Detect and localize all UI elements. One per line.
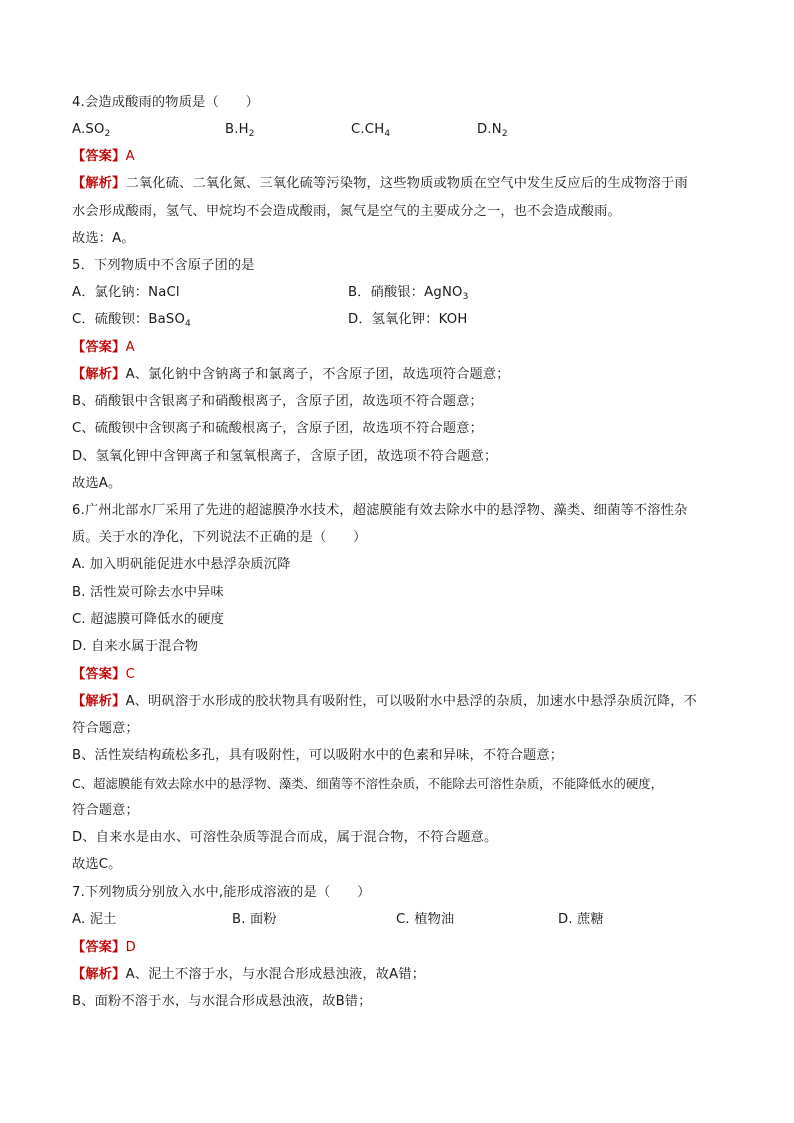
q6-analysis-d: D、自来水是由水、可溶性杂质等混合而成，属于混合物，不符合题意。 — [72, 830, 498, 845]
q7-option-b: B. 面粉 — [232, 912, 277, 927]
q6-analysis-a-line-2: 符合题意； — [72, 721, 139, 736]
q4-options — [72, 120, 672, 140]
q4-option-b: $B.H_2$ — [225, 122, 255, 139]
q4-stem: 4.会造成酸雨的物质是（ ） — [72, 95, 260, 110]
q4-analysis-line-1: 【解析】二氧化硫、二氧化氮、三氧化硫等污染物，这些物质或物质在空气中发生反应后的生成物溶于雨 — [72, 176, 688, 191]
q6-analysis-a-line-1: 【解析】A、明矾溶于水形成的胶状物具有吸附性，可以吸附水中悬浮的杂质，加速水中悬浮杂质沉降，不 — [72, 694, 698, 709]
q6-analysis-c-line-1: C、超滤膜能有效去除水中的悬浮物、藻类、细菌等不溶性杂质，不能除去可溶性杂质，不能降低水的硬度， — [72, 776, 664, 791]
q6-option-b: B. 活性炭可除去水中异味 — [72, 585, 224, 600]
q5-option-b: B．硝酸银：AgNO$_3$ — [348, 285, 469, 302]
q7-analysis-b: B、面粉不溶于水，与水混合形成悬浊液，故B错； — [72, 994, 372, 1009]
q5-analysis-c: C、硫酸钡中含钡离子和硫酸根离子，含原子团，故选项不符合题意； — [72, 421, 484, 436]
q7-analysis-a: 【解析】A、泥土不溶于水，与水混合形成悬浊液，故A错； — [72, 967, 426, 982]
q6-analysis-c-line-2: 符合题意； — [72, 803, 139, 818]
q5-answer: 【答案】A — [72, 340, 135, 355]
q6-analysis-b: B、活性炭结构疏松多孔，具有吸附性，可以吸附水中的色素和异味，不符合题意； — [72, 748, 564, 763]
q6-stem-line-1: 6.广州北部水厂采用了先进的超滤膜净水技术，超滤膜能有效去除水中的悬浮物、藻类、细菌等不溶性杂 — [72, 503, 688, 518]
q4-option-a: $A.SO_2$ — [72, 122, 111, 139]
q5-option-d: D．氢氧化钾：KOH — [348, 312, 468, 327]
q5-analysis-b: B、硝酸银中含银离子和硝酸根离子，含原子团，故选项不符合题意； — [72, 394, 483, 409]
q4-option-c: $C.CH_4$ — [351, 122, 391, 139]
q5-analysis-a: 【解析】A、氯化钠中含钠离子和氯离子，不含原子团，故选项符合题意； — [72, 367, 510, 382]
q7-option-d: D. 蔗糖 — [558, 912, 604, 927]
q5-stem: 5．下列物质中不含原子团的是 — [72, 258, 255, 273]
q7-options — [72, 910, 692, 930]
q6-answer: 【答案】C — [72, 667, 135, 682]
q6-option-a: A. 加入明矾能促进水中悬浮杂质沉降 — [72, 557, 291, 572]
q4-option-d: $D.N_2$ — [477, 122, 508, 139]
q6-option-d: D. 自来水属于混合物 — [72, 639, 199, 654]
q4-conclusion: 故选：A。 — [72, 231, 135, 246]
q5-options-row-1 — [72, 283, 672, 303]
q7-option-c: C. 植物油 — [396, 912, 455, 927]
q7-option-a: A. 泥土 — [72, 912, 117, 927]
q5-conclusion: 故选A。 — [72, 476, 122, 491]
q5-option-c: C．硫酸钡：BaSO$_4$ — [72, 312, 191, 329]
q4-analysis-line-2: 水会形成酸雨，氢气、甲烷均不会造成酸雨，氮气是空气的主要成分之一，也不会造成酸雨。 — [72, 204, 621, 219]
q5-option-a: A．氯化钠：NaCl — [72, 285, 180, 300]
q4-answer: 【答案】A — [72, 149, 135, 164]
q7-stem: 7.下列物质分别放入水中,能形成溶液的是（ ） — [72, 885, 371, 900]
q6-option-c: C. 超滤膜可降低水的硬度 — [72, 612, 225, 627]
q5-analysis-d: D、氢氧化钾中含钾离子和氢氧根离子，含原子团，故选项不符合题意； — [72, 449, 498, 464]
q6-stem-line-2: 质。关于水的净化，下列说法不正确的是（ ） — [72, 530, 367, 545]
q6-conclusion: 故选C。 — [72, 857, 122, 872]
q7-answer: 【答案】D — [72, 940, 136, 955]
q5-options-row-2 — [72, 310, 672, 330]
